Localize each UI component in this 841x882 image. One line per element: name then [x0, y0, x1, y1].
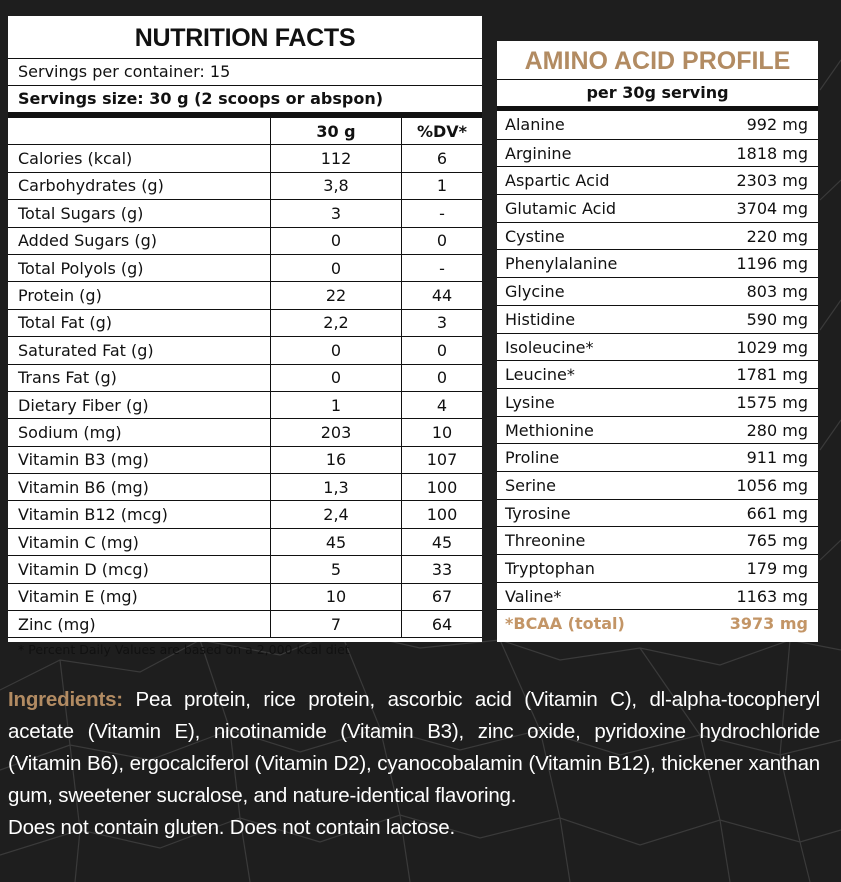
nutrient-dv: 3	[402, 309, 483, 336]
nutrient-name: Vitamin B3 (mg)	[8, 446, 271, 473]
amino-acid-row	[497, 582, 818, 610]
amino-acid-name: Phenylalanine	[505, 254, 618, 274]
amino-acid-name: Leucine*	[505, 365, 575, 385]
amino-acid-name: Histidine	[505, 309, 576, 329]
amino-acid-row	[497, 333, 818, 361]
nutrition-facts-panel	[8, 16, 482, 658]
amino-acid-name: Tryptophan	[505, 559, 595, 578]
nutrient-amount: 2,4	[271, 501, 402, 528]
bcaa-value: 3973 mg	[729, 614, 808, 634]
amino-acid-row	[497, 139, 818, 167]
nutrient-amount: 22	[271, 282, 402, 309]
amino-acid-row	[497, 166, 818, 194]
nutrient-amount: 45	[271, 528, 402, 555]
amino-acid-value: 911 mg	[746, 448, 808, 468]
nutrition-facts-title: NUTRITION FACTS	[134, 24, 356, 52]
amino-acid-value: 661 mg	[746, 503, 808, 523]
amino-acid-name: Valine*	[505, 586, 562, 606]
nutrient-dv: -	[402, 200, 483, 227]
amino-acid-row	[497, 305, 818, 333]
nutrient-name: Vitamin D (mcg)	[8, 556, 271, 583]
amino-acid-value: 1575 mg	[736, 392, 808, 412]
ingredients-paragraph	[8, 684, 820, 812]
amino-acid-value: 992 mg	[746, 115, 808, 134]
nutrition-row	[8, 419, 482, 446]
amino-acid-name: Cystine	[505, 226, 565, 246]
nutrient-name: Total Polyols (g)	[8, 254, 271, 281]
ingredients-text: Pea protein, rice protein, ascorbic acid (Vitamin C), dl-alpha-tocopheryl acetate (Vitamin E), nicotinamide (Vitamin B3), zinc oxide, pyridoxine hydrochloride (Vitamin B6), ergocalciferol (Vitamin D2), cyanocobalamin (Vitamin B12), thickener xanthan gum, sweetener sucralose, and nature-identical flavoring.	[8, 688, 820, 807]
amino-acid-value: 803 mg	[746, 282, 808, 302]
nutrient-dv: 6	[402, 145, 483, 172]
nutrient-name: Calories (kcal)	[8, 145, 271, 172]
nutrient-name: Dietary Fiber (g)	[8, 391, 271, 418]
ingredients-section	[8, 684, 820, 844]
nutrient-dv: 44	[402, 282, 483, 309]
nutrient-dv: 107	[402, 446, 483, 473]
amino-acid-name: Glutamic Acid	[505, 199, 617, 219]
nutrient-dv: 67	[402, 583, 483, 610]
nutrient-dv: 0	[402, 227, 483, 254]
nutrient-amount: 112	[271, 145, 402, 172]
bcaa-label: *BCAA (total)	[505, 614, 625, 634]
nutrient-name: Trans Fat (g)	[8, 364, 271, 391]
nutrient-name: Vitamin B6 (mg)	[8, 474, 271, 501]
dv-column-header: %DV*	[402, 118, 483, 145]
amino-acid-value: 2303 mg	[736, 171, 808, 191]
nutrition-row	[8, 391, 482, 418]
nutrient-amount: 3,8	[271, 172, 402, 199]
nutrient-amount: 0	[271, 337, 402, 364]
amino-acid-value: 280 mg	[746, 420, 808, 440]
nutrition-row	[8, 200, 482, 227]
amino-acid-name: Proline	[505, 448, 560, 468]
amino-acid-row	[497, 194, 818, 222]
nutrition-row	[8, 282, 482, 309]
amino-acid-row	[497, 526, 818, 554]
nutrient-amount: 0	[271, 254, 402, 281]
serving-size: Servings size: 30 g (2 scoops or abspon)	[8, 85, 482, 117]
amino-acid-row	[497, 222, 818, 250]
amino-acid-value: 1163 mg	[736, 586, 808, 606]
nutrition-row	[8, 145, 482, 172]
nutrient-amount: 7	[271, 611, 402, 638]
nutrient-dv: 64	[402, 611, 483, 638]
nutrient-dv: 10	[402, 419, 483, 446]
nutrient-column-header	[8, 118, 271, 145]
nutrition-row	[8, 474, 482, 501]
amino-acid-row	[497, 388, 818, 416]
nutrient-amount: 1,3	[271, 474, 402, 501]
nutrition-row	[8, 309, 482, 336]
ingredients-label: Ingredients:	[8, 688, 123, 711]
amino-acid-name: Methionine	[505, 420, 594, 440]
amino-acid-name: Aspartic Acid	[505, 171, 610, 191]
amino-acid-row	[497, 416, 818, 444]
amino-acid-name: Tyrosine	[505, 503, 571, 523]
amino-acid-name: Glycine	[505, 282, 565, 302]
amino-acid-value: 1056 mg	[736, 475, 808, 495]
nutrient-name: Carbohydrates (g)	[8, 172, 271, 199]
amount-column-header: 30 g	[271, 118, 402, 145]
nutrient-dv: 33	[402, 556, 483, 583]
amino-acid-value: 590 mg	[746, 309, 808, 329]
nutrition-row	[8, 501, 482, 528]
amino-acid-value: 765 mg	[746, 531, 808, 551]
nutrition-row	[8, 337, 482, 364]
nutrition-row	[8, 364, 482, 391]
nutrient-amount: 203	[271, 419, 402, 446]
nutrient-name: Saturated Fat (g)	[8, 337, 271, 364]
nutrition-row	[8, 446, 482, 473]
nutrient-amount: 3	[271, 200, 402, 227]
amino-acid-value: 1196 mg	[736, 254, 808, 274]
nutrition-row	[8, 254, 482, 281]
nutrient-amount: 0	[271, 227, 402, 254]
nutrient-name: Total Sugars (g)	[8, 200, 271, 227]
nutrient-dv: 0	[402, 364, 483, 391]
amino-acid-list	[497, 111, 818, 637]
amino-acid-value: 220 mg	[746, 226, 808, 246]
amino-acid-row	[497, 360, 818, 388]
amino-acid-panel	[497, 41, 818, 642]
nutrition-table	[8, 117, 482, 638]
amino-acid-name: Isoleucine*	[505, 337, 594, 357]
nutrient-name: Vitamin B12 (mcg)	[8, 501, 271, 528]
nutrition-row	[8, 528, 482, 555]
nutrient-dv: 100	[402, 474, 483, 501]
nutrient-name: Vitamin C (mg)	[8, 528, 271, 555]
amino-acid-subtitle: per 30g serving	[497, 79, 818, 111]
bcaa-total-row	[497, 609, 818, 637]
amino-acid-row	[497, 111, 818, 139]
amino-acid-name: Alanine	[505, 115, 565, 134]
nutrient-dv: 45	[402, 528, 483, 555]
nutrient-dv: 100	[402, 501, 483, 528]
nutrition-row	[8, 227, 482, 254]
nutrient-name: Added Sugars (g)	[8, 227, 271, 254]
amino-acid-row	[497, 554, 818, 582]
amino-acid-title: AMINO ACID PROFILE	[524, 47, 791, 75]
nutrition-row	[8, 583, 482, 610]
nutrient-name: Zinc (mg)	[8, 611, 271, 638]
amino-acid-row	[497, 277, 818, 305]
nutrition-row	[8, 172, 482, 199]
nutrient-name: Vitamin E (mg)	[8, 583, 271, 610]
nutrient-name: Total Fat (g)	[8, 309, 271, 336]
nutrient-amount: 10	[271, 583, 402, 610]
amino-acid-name: Lysine	[505, 392, 555, 412]
nutrition-row	[8, 611, 482, 638]
amino-acid-name: Arginine	[505, 143, 572, 163]
nutrient-dv: 0	[402, 337, 483, 364]
nutrient-amount: 5	[271, 556, 402, 583]
amino-acid-row	[497, 443, 818, 471]
amino-acid-value: 3704 mg	[736, 199, 808, 219]
amino-acid-value: 1818 mg	[736, 143, 808, 163]
nutrition-table-header	[8, 118, 482, 145]
nutrient-amount: 16	[271, 446, 402, 473]
servings-per-container: Servings per container: 15	[8, 58, 482, 85]
nutrient-dv: -	[402, 254, 483, 281]
amino-acid-row	[497, 249, 818, 277]
nutrient-dv: 1	[402, 172, 483, 199]
amino-acid-name: Serine	[505, 475, 557, 495]
nutrient-amount: 1	[271, 391, 402, 418]
dv-footnote: * Percent Daily Values are based on a 2,000 kcal diet	[18, 642, 350, 658]
amino-acid-row	[497, 499, 818, 527]
amino-acid-name: Threonine	[505, 531, 586, 551]
nutrient-name: Protein (g)	[8, 282, 271, 309]
nutrient-amount: 0	[271, 364, 402, 391]
amino-acid-row	[497, 471, 818, 499]
nutrient-amount: 2,2	[271, 309, 402, 336]
nutrition-row	[8, 556, 482, 583]
nutrient-dv: 4	[402, 391, 483, 418]
amino-acid-value: 1029 mg	[736, 337, 808, 357]
nutrient-name: Sodium (mg)	[8, 419, 271, 446]
amino-acid-value: 179 mg	[746, 559, 808, 578]
allergen-statement: Does not contain gluten. Does not contain lactose.	[8, 816, 455, 839]
amino-acid-value: 1781 mg	[736, 365, 808, 385]
